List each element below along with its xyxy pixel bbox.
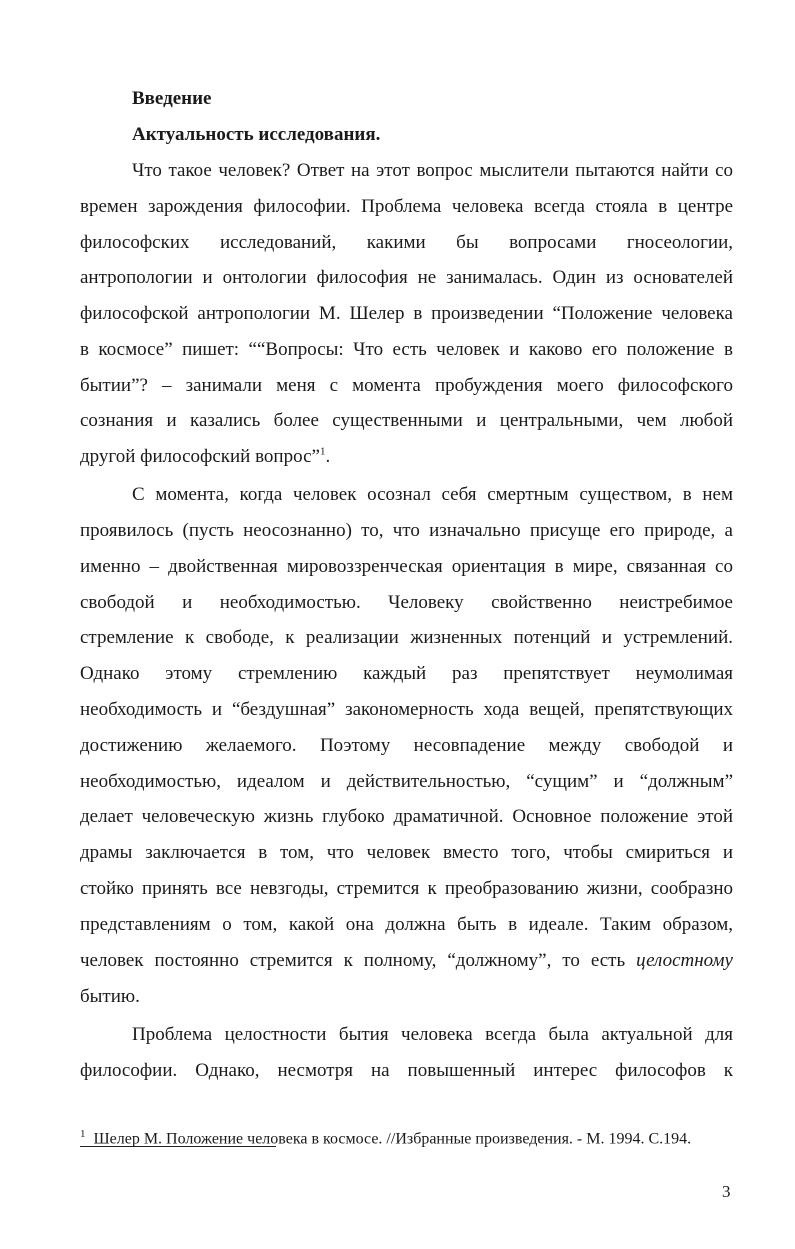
footnote-reference[interactable]: 1: [319, 445, 326, 458]
text-line: в космосе” пишет: ““Вопросы: Что есть человек и каково его положение в: [80, 339, 733, 360]
text-line: [80, 950, 733, 972]
text-line: С момента, когда человек осознал себя смертным существом, в нем: [132, 484, 733, 505]
text-line: сознания и казались более существенными и центральными, чем любой: [80, 410, 733, 431]
text-span: другой философский вопрос”: [80, 446, 320, 467]
section-subheading: Актуальность исследования.: [132, 124, 381, 145]
text-line: бытии”? – занимали меня с момента пробуждения моего философского: [80, 375, 733, 396]
text-line: философской антропологии М. Шелер в произведении “Положение человека: [80, 303, 733, 324]
emphasized-word: целостному: [636, 950, 733, 971]
text-line: [80, 446, 733, 468]
text-line: свободой и необходимостью. Человеку свойственно неистребимое: [80, 592, 733, 613]
text-line: необходимость и “бездушная” закономерность хода вещей, препятствующих: [80, 699, 733, 720]
text-line: Что такое человек? Ответ на этот вопрос мыслители пытаются найти со: [132, 160, 733, 181]
text-span: человек постоянно стремится к полному, “должному”, то есть: [80, 950, 637, 971]
text-line: проявилось (пусть неосознанно) то, что изначально присуще его природе, а: [80, 520, 733, 541]
text-line: достижению желаемого. Поэтому несовпадение между свободой и: [80, 735, 733, 756]
text-line: Проблема целостности бытия человека всегда была актуальной для: [132, 1024, 733, 1045]
page-number: 3: [722, 1182, 731, 1201]
footnote-mark: 1: [80, 1128, 86, 1140]
text-line: необходимостью, идеалом и действительностью, “сущим” и “должным”: [80, 771, 733, 792]
text-line: времен зарождения философии. Проблема человека всегда стояла в центре: [80, 196, 733, 217]
text-line: философии. Однако, несмотря на повышенный интерес философов к: [80, 1060, 733, 1081]
footnote: [80, 1128, 691, 1148]
text-line: антропологии и онтологии философия не занималась. Один из основателей: [80, 267, 733, 288]
text-line: делает человеческую жизнь глубоко драматичной. Основное положение этой: [80, 806, 733, 827]
text-line: бытию.: [80, 986, 140, 1007]
text-line: Однако этому стремлению каждый раз препятствует неумолимая: [80, 663, 733, 684]
text-line: стремление к свободе, к реализации жизненных потенций и устремлений.: [80, 627, 733, 648]
text-line: стойко принять все невзгоды, стремится к преобразованию жизни, сообразно: [80, 878, 733, 899]
text-span: .: [325, 446, 331, 467]
text-line: философских исследований, какими бы вопросами гносеологии,: [80, 232, 733, 253]
footnote-text: Шелер М. Положение человека в космосе. //Избранные произведения. - М. 1994. С.194.: [93, 1130, 692, 1148]
text-line: драмы заключается в том, что человек вместо того, чтобы смириться и: [80, 842, 733, 863]
text-line: представлениям о том, какой она должна быть в идеале. Таким образом,: [80, 914, 733, 935]
section-heading: Введение: [132, 88, 212, 109]
text-line: именно – двойственная мировоззренческая ориентация в мире, связанная со: [80, 556, 733, 577]
